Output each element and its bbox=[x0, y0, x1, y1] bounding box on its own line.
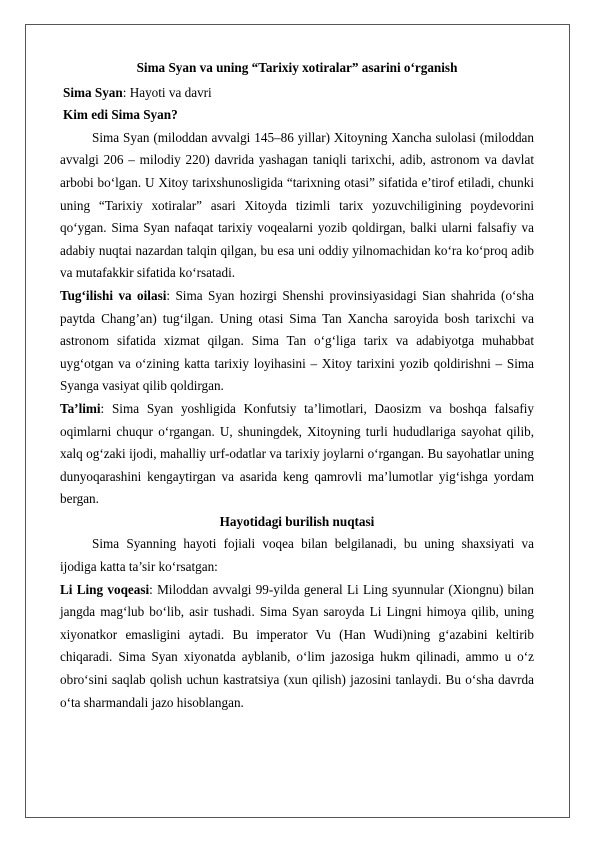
section-heading: Hayotidagi burilish nuqtasi bbox=[219, 513, 375, 529]
subtitle-line bbox=[60, 82, 534, 105]
liling-label: Li Ling voqeasi bbox=[60, 581, 150, 597]
question-text: Kim edi Sima Syan? bbox=[63, 107, 178, 123]
education-text: : Sima Syan yoshligida Konfutsiy ta’limotlari, Daosizm va boshqa falsafiy oqimlarni chuqur o‘rgangan. U, shuningdek, Xitoyning turli hududlariga sayohat qilib, xalq og‘zaki ijodi, mahalliy urf-odatlar va tarixiy joylarni o‘rgangan. Bu sayohatlar uning dunyoqarashini kengaytirgan va asarida keng qamrovli ma’lumotlar yig‘ishga yordam bergan. bbox=[60, 400, 534, 507]
document-title: Sima Syan va uning “Tarixiy xotiralar” asarini o‘rganish bbox=[136, 60, 458, 75]
family-label: Tug‘ilishi va oilasi bbox=[60, 287, 167, 303]
turning-intro-paragraph: Sima Syanning hayoti fojiali voqea bilan belgilanadi, bu uning shaxsiyati va ijodiga katta ta’sir ko‘rsatgan: bbox=[60, 536, 534, 575]
document-body bbox=[60, 57, 534, 714]
education-label: Ta’limi bbox=[60, 400, 101, 416]
liling-paragraph bbox=[60, 579, 534, 715]
family-paragraph bbox=[60, 285, 534, 398]
question-heading bbox=[60, 104, 534, 127]
subtitle-text: : Hayoti va davri bbox=[122, 84, 212, 100]
subtitle-label: Sima Syan bbox=[63, 84, 123, 100]
education-paragraph bbox=[60, 398, 534, 511]
liling-text: : Miloddan avvalgi 99-yilda general Li Ling syunnular (Xiongnu) bilan jangda mag‘lub bo‘lib, asir tushadi. Sima Syan saroyda Li Lingni himoya qilib, uning xiyonatkor emasligini aytadi. Bu imperator Vu (Han Wudi)ning g‘azabini keltirib chiqaradi. Sima Syan xiyonatda ayblanib, o‘lim jazosiga hukm qilinadi, ammo u o‘z obro‘sini saqlab qolish uchun kastratsiya (xun qilish) jazosini tanlaydi. Bu o‘sha davrda o‘ta sharmandali jazo hisoblangan. bbox=[60, 581, 534, 710]
intro-paragraph: Sima Syan (miloddan avvalgi 145–86 yillar) Xitoyning Xancha sulolasi (miloddan avvalgi 206 – milodiy 220) davrida yashagan taniqli tarixchi, adib, astronom va davlat arbobi bo‘lgan. U Xitoy tarixshunosligida “tarixning otasi” sifatida e’tirof etiladi, chunki uning “Tarixiy xotiralar” asari Xitoyda tizimli tarix yozuvchiligining poydevorini qo‘ygan. Sima Syan nafaqat tarixiy voqealarni yozib qoldirgan, balki ularni falsafiy va adabiy nuqtai nazardan talqin qilgan, bu esa uni oddiy yilnomachidan ko‘ra ko‘proq adib va mutafakkir sifatida ko‘rsatadi. bbox=[60, 129, 534, 281]
family-text: : Sima Syan hozirgi Shenshi provinsiyasidagi Sian shahrida (o‘sha paytda Chang’an) tug‘ilgan. Uning otasi Sima Tan Xancha saroyida bosh tarixchi va astronom sifatida xizmat qilgan. Sima Tan o‘g‘liga tarix va adabiyotga muhabbat uyg‘otgan va o‘zining katta tarixiy loyihasini – Xitoy tarixini yozib qoldirishni – Sima Syanga vasiyat qilib qoldirgan. bbox=[60, 287, 535, 394]
